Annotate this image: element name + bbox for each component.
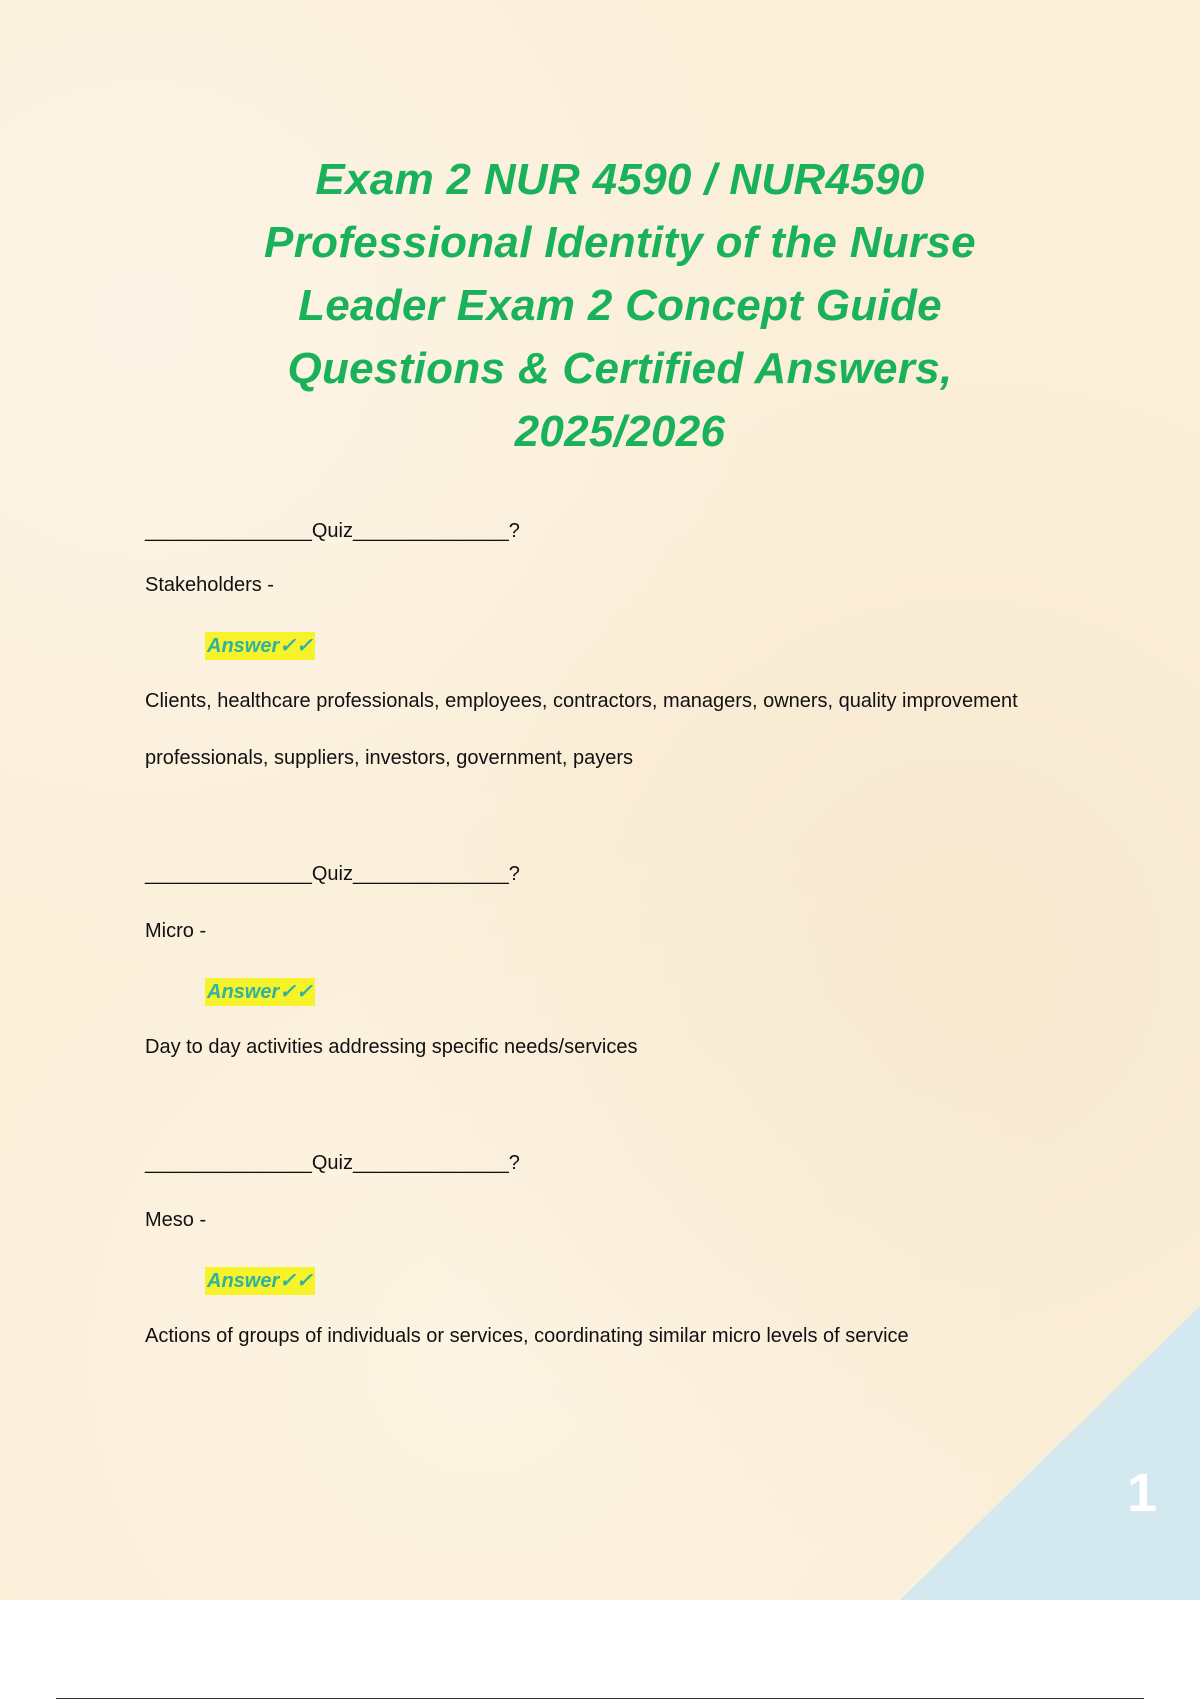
title-line: Professional Identity of the Nurse <box>264 218 976 267</box>
answer-label: Answer✓✓ <box>205 1267 315 1295</box>
answer-text: Actions of groups of individuals or services, coordinating similar micro levels of service <box>145 1325 909 1347</box>
qa-item <box>145 517 1065 787</box>
page-number: 1 <box>1126 1463 1157 1523</box>
quiz-prompt: _______________Quiz______________? <box>145 1152 520 1174</box>
title-line: 2025/2026 <box>514 407 726 456</box>
title-line: Leader Exam 2 Concept Guide <box>298 281 942 330</box>
title-line: Questions & Certified Answers, <box>287 344 953 393</box>
answer-label: Answer✓✓ <box>205 632 315 660</box>
quiz-prompt: _______________Quiz______________? <box>145 520 520 542</box>
question-term: Stakeholders - <box>145 574 274 596</box>
document-title <box>170 148 1070 463</box>
quiz-prompt: _______________Quiz______________? <box>145 863 520 885</box>
question-term: Meso - <box>145 1209 207 1231</box>
footer-divider <box>56 1698 1144 1699</box>
answer-text: Day to day activities addressing specific needs/services <box>145 1036 638 1058</box>
answer-label: Answer✓✓ <box>205 978 315 1006</box>
question-term: Micro - <box>145 920 207 942</box>
corner-triangle-decoration <box>900 1306 1200 1600</box>
answer-text: Clients, healthcare professionals, employees, contractors, managers, owners, quality improvement professionals, suppliers, investors, government, payers <box>145 690 1018 769</box>
corner-triangle <box>900 1306 1200 1600</box>
qa-item <box>145 860 1065 1076</box>
title-line: Exam 2 NUR 4590 / NUR4590 <box>315 155 925 204</box>
